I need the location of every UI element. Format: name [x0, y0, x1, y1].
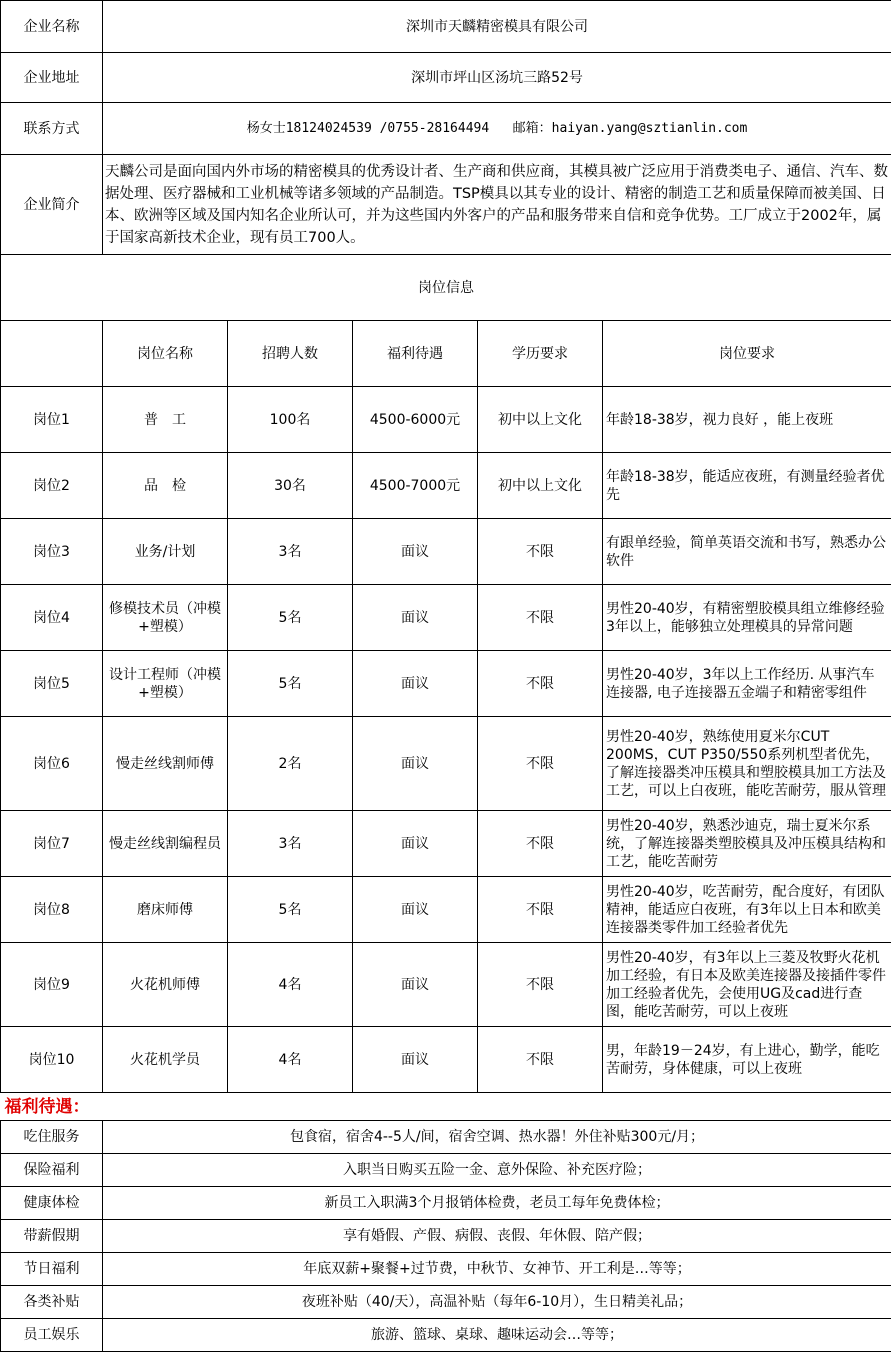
benefit-row: [1, 1253, 891, 1286]
benefits-banner-row: [1, 1093, 891, 1121]
job-id: 岗位3: [1, 519, 103, 585]
job-pay: 面议: [353, 651, 478, 717]
benefits-title: 福利待遇：: [1, 1093, 891, 1121]
benefit-value: 包食宿，宿舍4--5人/间，宿舍空调、热水器！外住补贴300元/月；: [103, 1121, 891, 1154]
benefit-label: 健康体检: [1, 1187, 103, 1220]
benefit-value: 夜班补贴（40/天），高温补贴（每年6-10月），生日精美礼品；: [103, 1286, 891, 1319]
job-id: 岗位9: [1, 943, 103, 1027]
job-count: 5名: [228, 877, 353, 943]
job-requirement: 男性20-40岁，3年以上工作经历. 从事汽车连接器, 电子连接器五金端子和精密零组件: [603, 651, 891, 717]
job-pay: 面议: [353, 519, 478, 585]
job-title: 火花机学员: [103, 1027, 228, 1093]
job-pay: 面议: [353, 811, 478, 877]
job-requirement: 有跟单经验，简单英语交流和书写，熟悉办公软件: [603, 519, 891, 585]
company-address-value: 深圳市坪山区汤坑三路52号: [103, 53, 891, 103]
job-id: 岗位8: [1, 877, 103, 943]
company-name-label: 企业名称: [1, 1, 103, 53]
job-pay: 面议: [353, 717, 478, 811]
job-pay: 4500-7000元: [353, 453, 478, 519]
benefit-row: [1, 1154, 891, 1187]
job-edu: 不限: [478, 651, 603, 717]
job-edu: 初中以上文化: [478, 453, 603, 519]
job-header-req: 岗位要求: [603, 321, 891, 387]
job-count: 3名: [228, 811, 353, 877]
job-edu: 不限: [478, 519, 603, 585]
job-title: 业务/计划: [103, 519, 228, 585]
company-intro-row: [1, 155, 891, 255]
job-pay: 面议: [353, 1027, 478, 1093]
job-requirement: 年龄18-38岁，能适应夜班，有测量经验者优先: [603, 453, 891, 519]
job-edu: 不限: [478, 585, 603, 651]
job-requirement: 男性20-40岁，有3年以上三菱及牧野火花机加工经验，有日本及欧美连接器及接插件零件加工经验者优先，会使用UG及cad进行查图，能吃苦耐劳，可以上夜班: [603, 943, 891, 1027]
job-header-pay: 福利待遇: [353, 321, 478, 387]
company-contact-value: 杨女士18124024539 /0755-28164494 邮箱：haiyan.yang@sztianlin.com: [103, 103, 891, 155]
job-header-title: 岗位名称: [103, 321, 228, 387]
benefit-value: 入职当日购买五险一金、意外保险、补充医疗险；: [103, 1154, 891, 1187]
benefit-label: 保险福利: [1, 1154, 103, 1187]
benefit-row: [1, 1187, 891, 1220]
jobs-section-row: [1, 255, 891, 321]
job-id: 岗位10: [1, 1027, 103, 1093]
job-pay: 面议: [353, 877, 478, 943]
job-requirement: 男性20-40岁，吃苦耐劳，配合度好，有团队精神，能适应白夜班，有3年以上日本和欧美连接器类零件加工经验者优先: [603, 877, 891, 943]
benefit-label: 各类补贴: [1, 1286, 103, 1319]
job-id: 岗位4: [1, 585, 103, 651]
jobs-section-title: 岗位信息: [1, 255, 891, 321]
benefit-value: 旅游、篮球、桌球、趣味运动会…等等；: [103, 1319, 891, 1352]
job-row: [1, 519, 891, 585]
job-edu: 初中以上文化: [478, 387, 603, 453]
job-edu: 不限: [478, 811, 603, 877]
company-intro-label: 企业简介: [1, 155, 103, 255]
benefit-label: 吃住服务: [1, 1121, 103, 1154]
job-row: [1, 453, 891, 519]
job-title: 慢走丝线割编程员: [103, 811, 228, 877]
benefit-row: [1, 1286, 891, 1319]
job-requirement: 男性20-40岁，熟练使用夏米尔CUT 200MS，CUT P350/550系列机型者优先，了解连接器类冲压模具和塑胶模具加工方法及工艺，可以上白夜班，能吃苦耐劳，服从管理: [603, 717, 891, 811]
company-name-value: 深圳市天麟精密模具有限公司: [103, 1, 891, 53]
job-requirement: 男，年龄19－24岁，有上进心，勤学，能吃苦耐劳，身体健康，可以上夜班: [603, 1027, 891, 1093]
job-row: [1, 585, 891, 651]
job-edu: 不限: [478, 717, 603, 811]
job-requirement: 男性20-40岁，熟悉沙迪克，瑞士夏米尔系统，了解连接器类塑胶模具及冲压模具结构和工艺，能吃苦耐劳: [603, 811, 891, 877]
job-row: [1, 1027, 891, 1093]
job-count: 2名: [228, 717, 353, 811]
job-title: 设计工程师（冲模+塑模）: [103, 651, 228, 717]
job-header-count: 招聘人数: [228, 321, 353, 387]
job-count: 4名: [228, 943, 353, 1027]
job-requirement: 年龄18-38岁，视力良好 ，能上夜班: [603, 387, 891, 453]
job-row: [1, 651, 891, 717]
job-id: 岗位5: [1, 651, 103, 717]
job-count: 4名: [228, 1027, 353, 1093]
job-pay: 4500-6000元: [353, 387, 478, 453]
benefit-value: 享有婚假、产假、病假、丧假、年休假、陪产假；: [103, 1220, 891, 1253]
benefit-label: 员工娱乐: [1, 1319, 103, 1352]
job-title: 磨床师傅: [103, 877, 228, 943]
job-row: [1, 717, 891, 811]
benefit-row: [1, 1220, 891, 1253]
job-header-row: [1, 321, 891, 387]
job-id: 岗位1: [1, 387, 103, 453]
job-title: 普 工: [103, 387, 228, 453]
benefit-value: 年底双薪+聚餐+过节费，中秋节、女神节、开工利是…等等；: [103, 1253, 891, 1286]
job-pay: 面议: [353, 585, 478, 651]
job-edu: 不限: [478, 877, 603, 943]
job-row: [1, 387, 891, 453]
job-edu: 不限: [478, 943, 603, 1027]
job-title: 修模技术员（冲模+塑模）: [103, 585, 228, 651]
job-requirement: 男性20-40岁，有精密塑胶模具组立维修经验3年以上，能够独立处理模具的异常问题: [603, 585, 891, 651]
job-count: 30名: [228, 453, 353, 519]
job-row: [1, 877, 891, 943]
company-address-row: [1, 53, 891, 103]
job-count: 5名: [228, 585, 353, 651]
job-id: 岗位7: [1, 811, 103, 877]
job-title: 慢走丝线割师傅: [103, 717, 228, 811]
job-count: 5名: [228, 651, 353, 717]
job-row: [1, 943, 891, 1027]
job-header-edu: 学历要求: [478, 321, 603, 387]
benefit-row: [1, 1121, 891, 1154]
job-count: 3名: [228, 519, 353, 585]
job-title: 火花机师傅: [103, 943, 228, 1027]
job-header-blank: [1, 321, 103, 387]
company-name-row: [1, 1, 891, 53]
job-pay: 面议: [353, 943, 478, 1027]
benefit-row: [1, 1319, 891, 1352]
job-row: [1, 811, 891, 877]
benefit-label: 带薪假期: [1, 1220, 103, 1253]
job-id: 岗位2: [1, 453, 103, 519]
job-id: 岗位6: [1, 717, 103, 811]
company-contact-label: 联系方式: [1, 103, 103, 155]
company-intro-text: 天麟公司是面向国内外市场的精密模具的优秀设计者、生产商和供应商，其模具被广泛应用于消费类电子、通信、汽车、数据处理、医疗器械和工业机械等诸多领域的产品制造。TSP模具以其专业的设计、精密的制造工艺和质量保障而被美国、日本、欧洲等区域及国内知名企业所认可，并为这些国内外客户的产品和服务带来自信和竞争优势。工厂成立于2002年，属于国家高新技术企业，现有员工700人。: [103, 155, 891, 255]
company-contact-row: [1, 103, 891, 155]
job-title: 品 检: [103, 453, 228, 519]
job-count: 100名: [228, 387, 353, 453]
job-edu: 不限: [478, 1027, 603, 1093]
benefit-label: 节日福利: [1, 1253, 103, 1286]
company-address-label: 企业地址: [1, 53, 103, 103]
benefit-value: 新员工入职满3个月报销体检费，老员工每年免费体检；: [103, 1187, 891, 1220]
